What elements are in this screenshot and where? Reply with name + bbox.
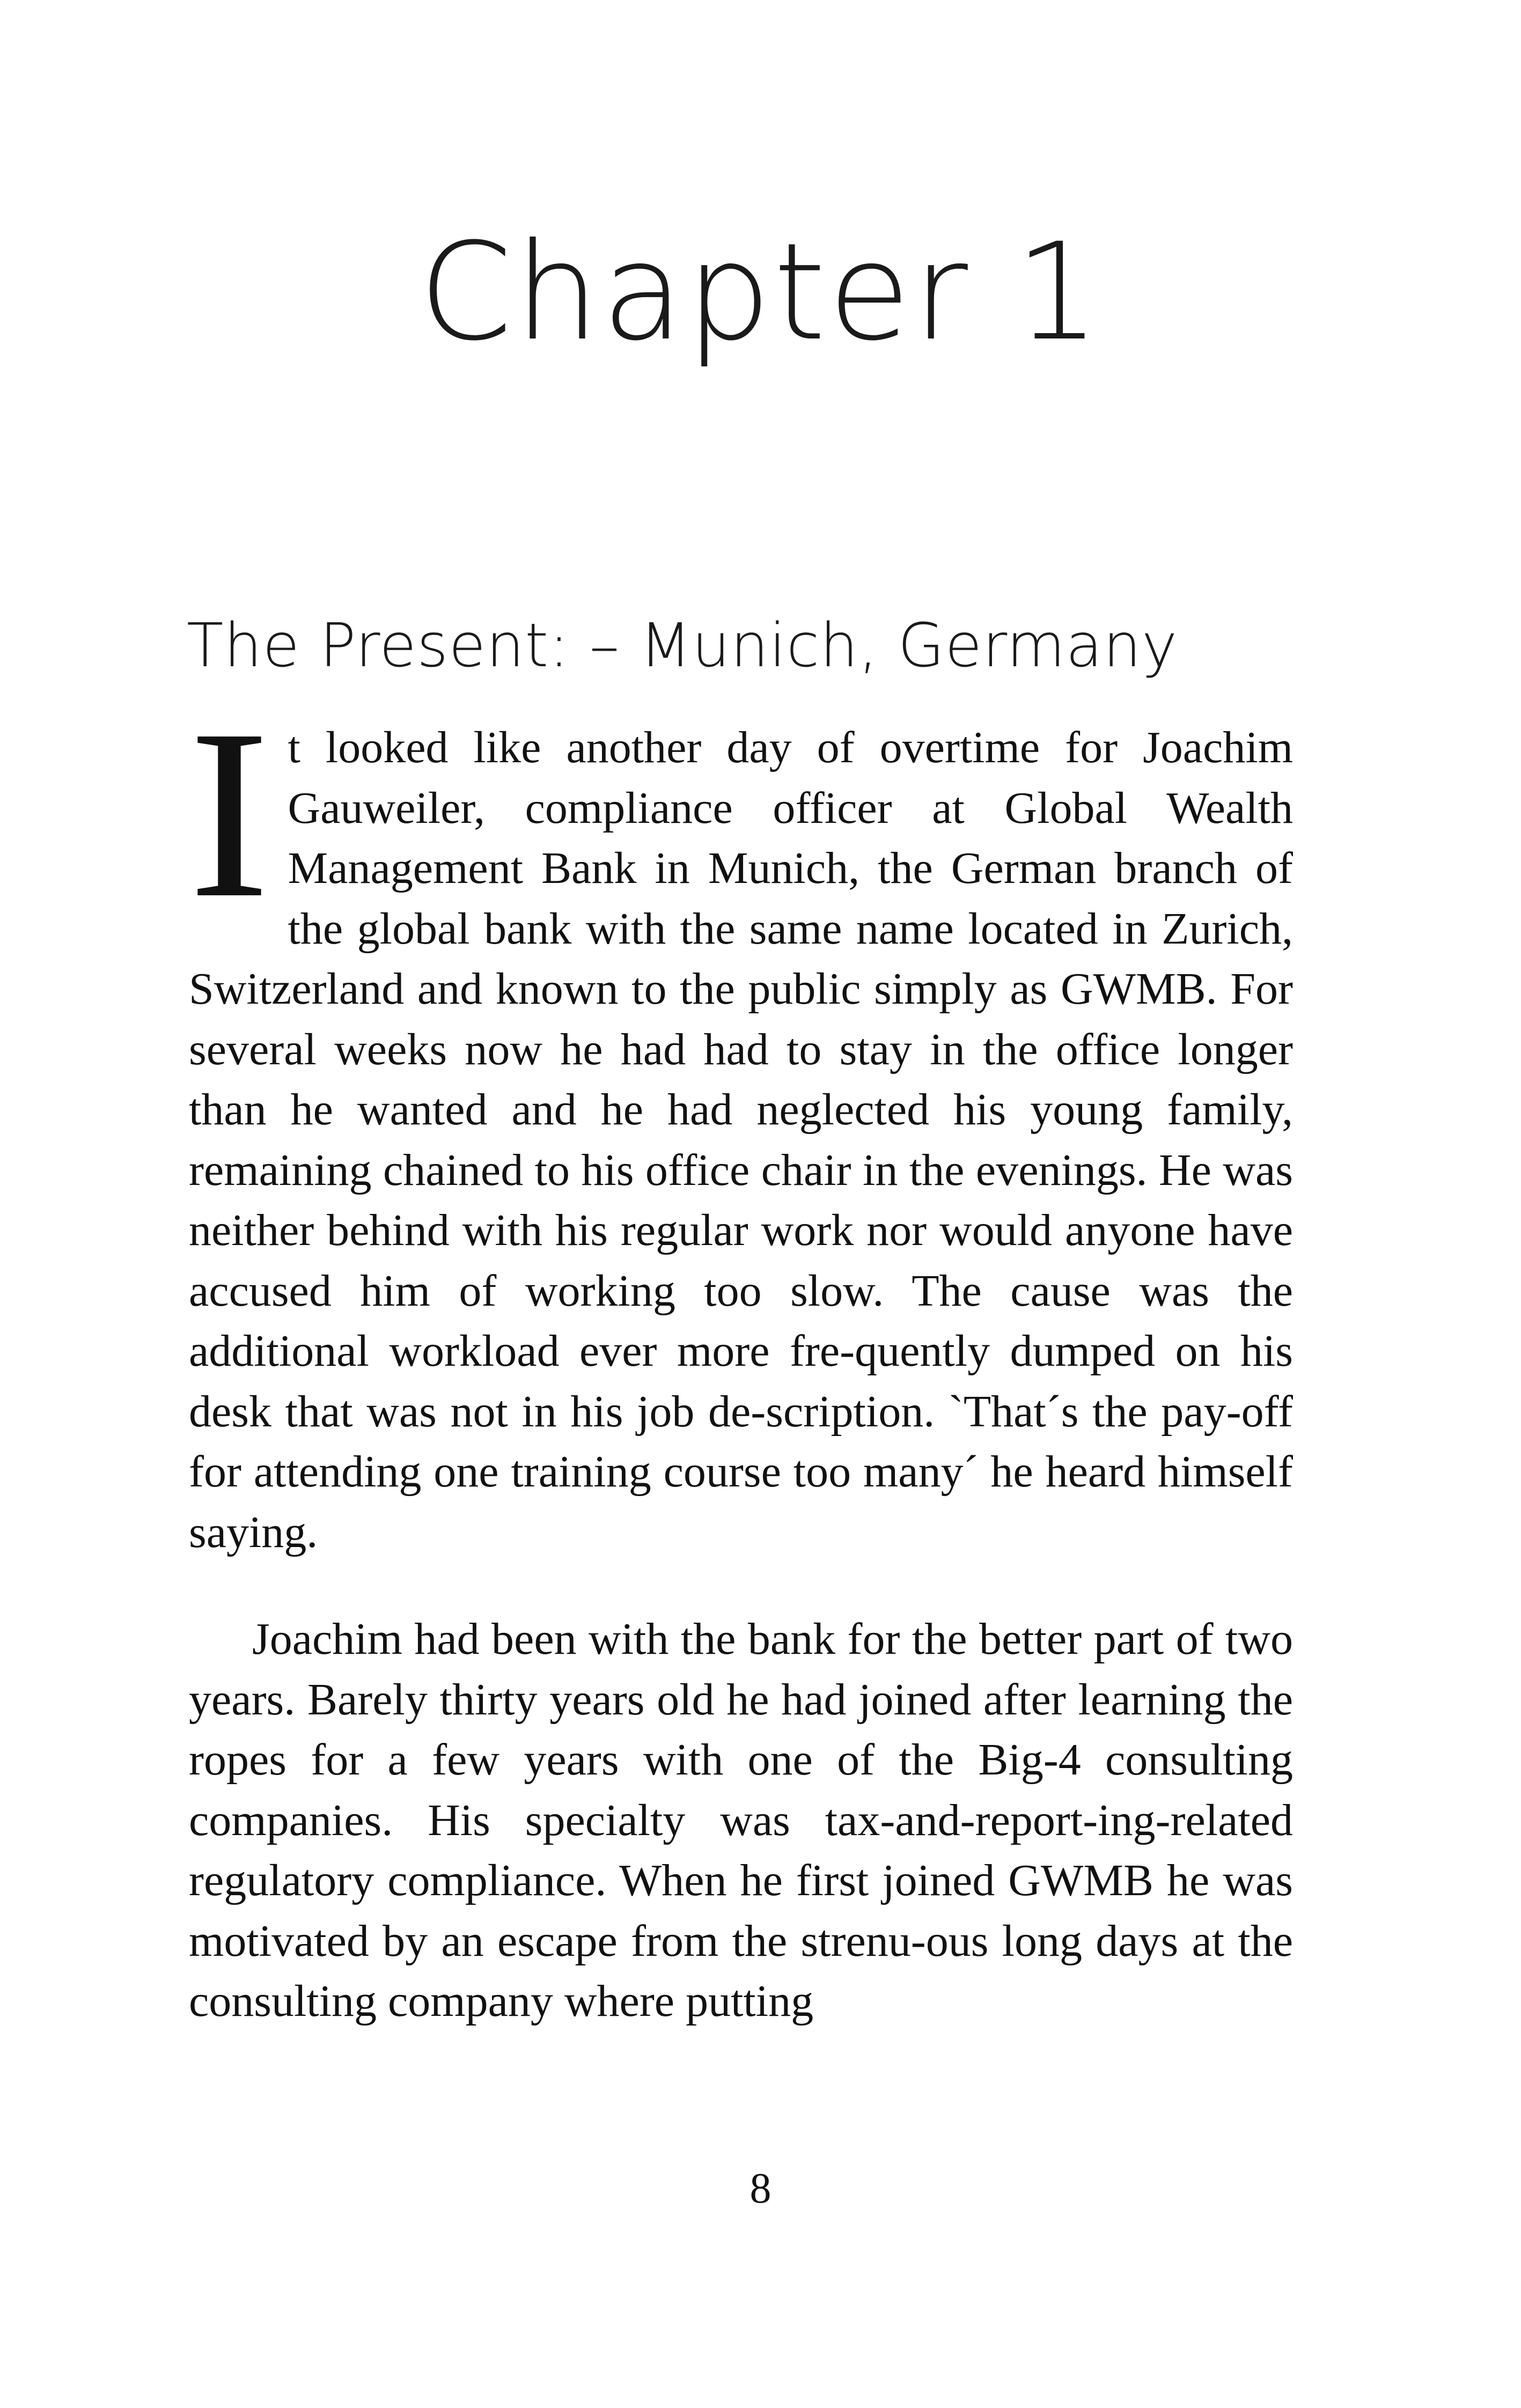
chapter-title: Chapter 1 bbox=[418, 214, 1103, 370]
drop-cap: I bbox=[189, 679, 270, 948]
paragraph-2: Joachim had been with the bank for the better part of two years. Barely thirty years old he had joined after learning the ropes for a few years with one of the Big-4 consulting companies. His specialty was tax-and-report-ing-related regulatory compliance. When he first joined GWMB he was motivated by an escape from the strenu-ous long days at the consulting company where putting bbox=[189, 1614, 1293, 2026]
page-number: 8 bbox=[750, 2165, 771, 2212]
paragraph-1 bbox=[189, 679, 1293, 1563]
paragraph-1-text: t looked like another day of overtime for Joachim Gauweiler, compliance officer at Global Wealth Management Bank in Munich, the German branch of the global bank with the same name located in Zurich, Switzerland and known to the public simply as GWMB. For several weeks now he had had to stay in the office longer than he wanted and he had neglected his young family, remaining chained to his office chair in the evenings. He was neither behind with his regular work nor would anyone have accused him of working too slow. The cause was the additional workload ever more fre-quently dumped on his desk that was not in his job de-scription. `That´s the pay-off for attending one training course too many´ he heard himself saying. bbox=[189, 723, 1293, 1557]
section-heading: The Present: – Munich, Germany bbox=[187, 611, 1178, 681]
